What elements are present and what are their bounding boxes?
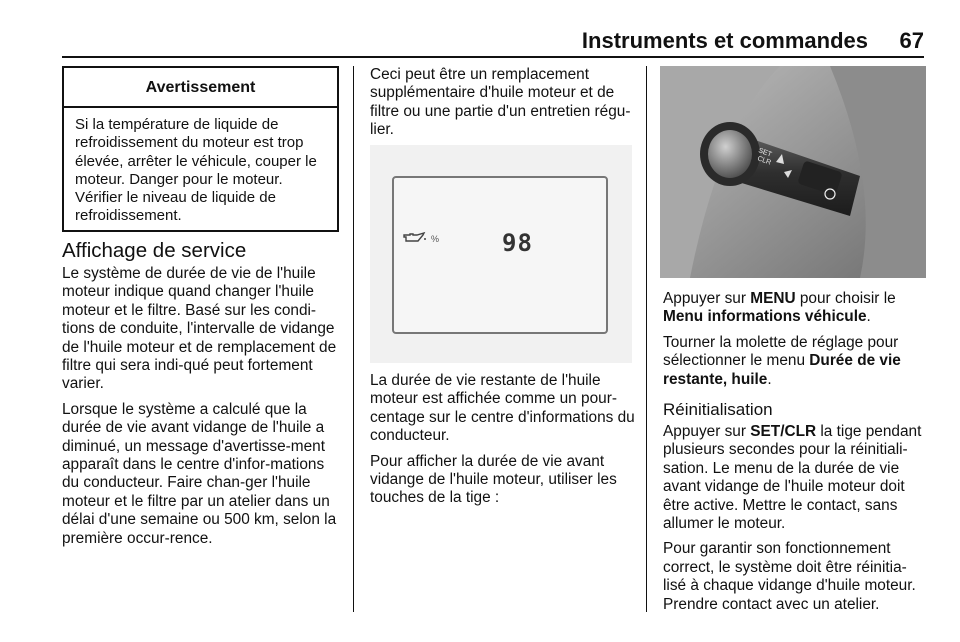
middle-top-text (370, 66, 636, 147)
section-heading: Affichage de service (62, 239, 247, 262)
right-paragraph-2: Tourner la molette de réglage pour sélectionner le menu Durée de vie restante, huile. (663, 333, 901, 388)
warning-title: Avertissement (64, 68, 337, 108)
service-paragraph-1: Le système de durée de vie de l'huile moteur indique quand changer l'huile moteur et le filtre. Basé sur les condi-tions de conduite, l'intervalle de vidange de l'huile moteur et de remplacement de filtre qui sera indi-qué peut fortement varier. (62, 265, 337, 393)
display-illustration (370, 145, 632, 363)
column-divider-right (646, 66, 647, 612)
middle-paragraph-1: Ceci peut être un remplacement supplémentaire d'huile moteur et de filtre ou une partie d'un entretien régu-lier. (370, 66, 631, 139)
reset-heading: Réinitialisation (663, 400, 773, 420)
stalk-label-set: SET (757, 147, 773, 159)
right-paragraph-3: Appuyer sur SET/CLR la tige pendant plusieurs secondes pour la réinitiali-sation. Le menu de la durée de vie avant vidange de l'huile moteur doit être active. Mettre le contact, sans allumer le moteur. (663, 423, 922, 533)
right-paragraph-4: Pour garantir son fonctionnement correct, le système doit être réinitia-lisé à chaque vidange d'huile moteur. Prendre contact avec un atelier. (663, 540, 916, 613)
warning-box (62, 66, 339, 232)
set-clr-button-name: SET/CLR (750, 423, 817, 441)
oil-life-menu-name: Durée de vie restante, huile (663, 352, 901, 388)
right-column-text (663, 290, 929, 621)
service-section (62, 238, 344, 555)
driver-info-display (392, 176, 608, 334)
page-number: 67 (899, 28, 924, 53)
middle-bottom-text (370, 372, 636, 515)
header-title: Instruments et commandes (581, 28, 868, 53)
stalk-label-clr: CLR (756, 155, 772, 167)
menu-name: Menu informations véhicule (663, 308, 867, 326)
oil-life-value: 98 (502, 229, 533, 257)
header-rule (62, 56, 924, 58)
middle-paragraph-3: Pour afficher la durée de vie avant vidange de l'huile moteur, utiliser les touches de la tige : (370, 452, 617, 507)
steering-stalk-illustration (660, 66, 926, 278)
oil-can-icon (402, 231, 428, 245)
column-divider-left (353, 66, 354, 612)
stalk-photo (660, 66, 926, 278)
middle-paragraph-2: La durée de vie restante de l'huile moteur est affichée comme un pour-centage sur le centre d'informations du conducteur. (370, 372, 635, 445)
percent-sign: % (431, 234, 440, 244)
right-paragraph-1: Appuyer sur MENU pour choisir le Menu informations véhicule. (663, 290, 896, 326)
warning-body: Si la température de liquide de refroidissement du moteur est trop élevée, arrêter le véhicule, couper le moteur. Danger pour le moteur. Vérifier le niveau de liquide de refroidissement. (75, 116, 317, 225)
service-paragraph-2: Lorsque le système a calculé que la durée de vie avant vidange de l'huile a diminué, un message d'avertisse-ment apparaît dans le centre d'infor-mations du conducteur. Faire chan-ger l'huile moteur et le filtre par un atelier dans un délai d'une semaine ou 500 km, selon la première occur-rence. (62, 400, 337, 547)
menu-button-name: MENU (750, 290, 796, 307)
